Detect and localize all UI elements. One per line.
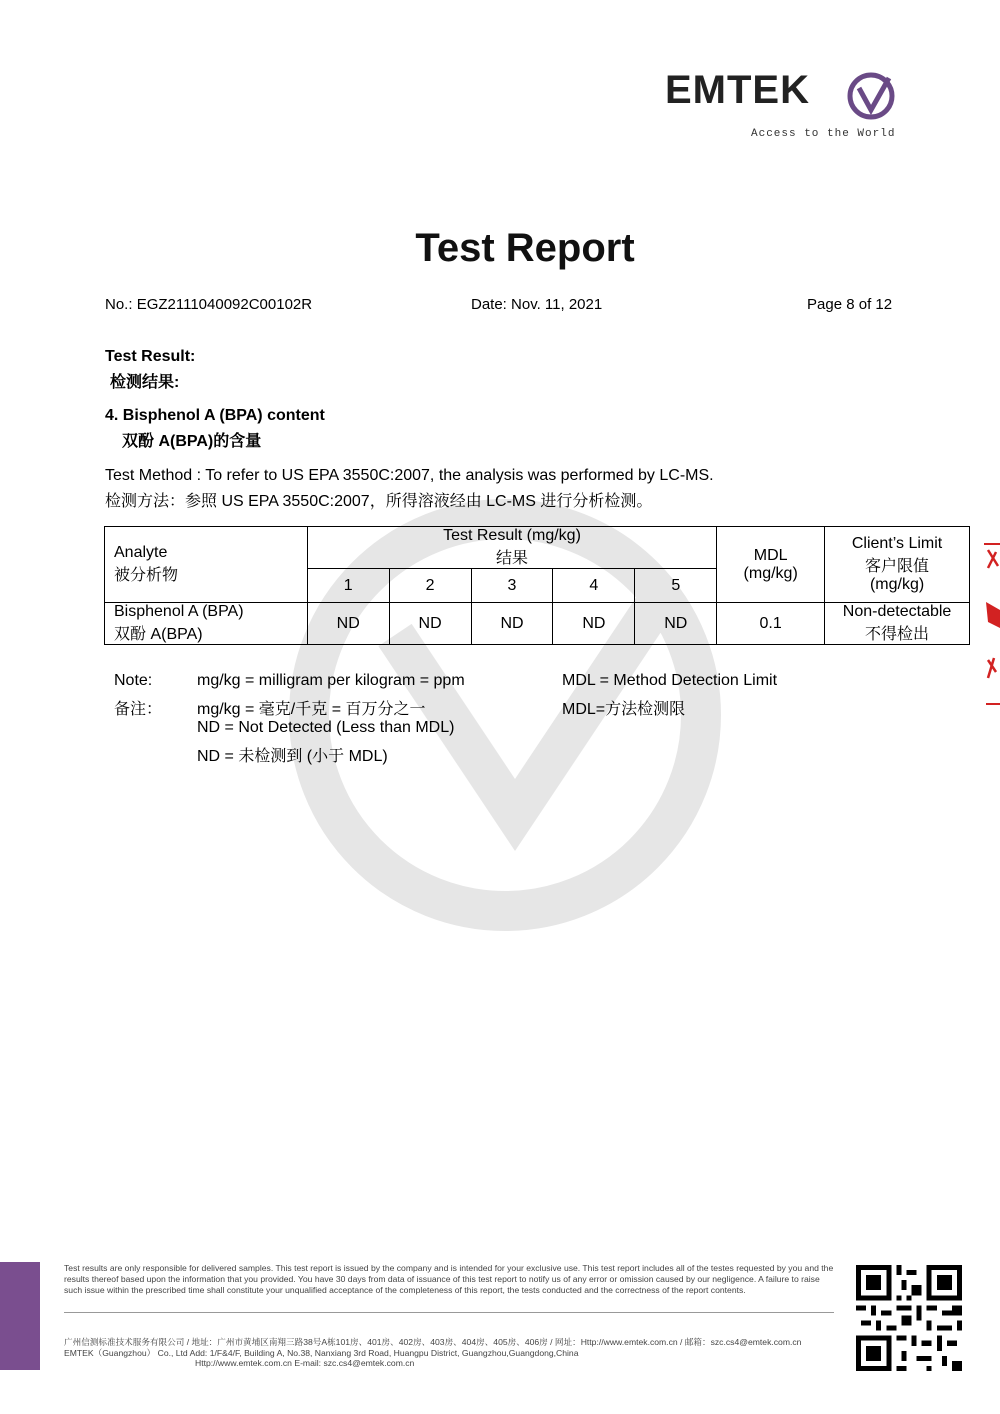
section-heading-cn: 双酚 A(BPA)的含量 <box>122 433 262 450</box>
mdl-value: 0.1 <box>717 603 825 645</box>
sample-col-3: 3 <box>471 569 553 603</box>
client-limit-header-unit: (mg/kg) <box>869 576 925 593</box>
analyte-header-cn: 被分析物 <box>114 567 179 584</box>
page-number-label: Page <box>807 296 843 313</box>
logo-tagline: Access to the World <box>751 128 896 140</box>
client-limit-value <box>825 603 970 645</box>
page-number-value: 8 of 12 <box>846 296 893 313</box>
note-line-4: ND = 未检测到 (小于 MDL) <box>197 748 388 765</box>
results-table <box>104 526 970 645</box>
mdl-header-en: MDL <box>753 546 788 564</box>
result-heading-en: Test Result: <box>105 348 196 365</box>
footer-disclaimer: Test results are only responsible for delivered samples. This test report is issued by the company and is intended for your exclusive use. This test report includes all of the testes requested by you and the results thereof based upon the information that you provided. You have 30 days from data of issuance of this test report to notify us of any error or omission caused by our negligence. A failure to raise such issue within the prescribed time shall constitute your unqualified acceptance of the completeness of this report, the tests conducted and the correctness of the report contents. <box>64 1263 834 1295</box>
sample-col-2: 2 <box>389 569 471 603</box>
sample-col-1: 1 <box>307 569 389 603</box>
note-label-en: Note: <box>114 672 153 689</box>
footer-sidebar-bar <box>0 1262 40 1370</box>
test-result-header-cn: 结果 <box>495 550 528 567</box>
mdl-header-unit: (mg/kg) <box>743 564 798 582</box>
mdl-header <box>717 527 825 603</box>
note-line-2: mg/kg = 毫克/千克 = 百万分之一 <box>197 701 426 718</box>
report-number-label: No.: <box>105 296 133 313</box>
page-title: Test Report <box>415 226 635 270</box>
logo-check-icon <box>845 70 897 122</box>
logo-name: EMTEK <box>665 68 810 112</box>
report-number <box>105 296 312 313</box>
test-method-en: Test Method : To refer to US EPA 3550C:2007, the analysis was performed by LC-MS. <box>105 467 714 484</box>
page-number <box>807 296 892 313</box>
analyte-name-cn: 双酚 A(BPA) <box>114 626 203 643</box>
test-result-header-en: Test Result (mg/kg) <box>443 527 581 544</box>
sample-col-5: 5 <box>635 569 717 603</box>
result-value-3: ND <box>471 603 553 645</box>
analyte-header <box>105 527 308 603</box>
client-limit-header-en: Client’s Limit <box>851 535 943 552</box>
result-value-2: ND <box>389 603 471 645</box>
stamp-edge-icon <box>982 540 1000 710</box>
note-line-3: ND = Not Detected (Less than MDL) <box>197 719 455 736</box>
client-limit-header <box>825 527 970 603</box>
result-value-4: ND <box>553 603 635 645</box>
analyte-header-en: Analyte <box>114 544 168 561</box>
sample-col-4: 4 <box>553 569 635 603</box>
analyte-name <box>105 603 308 645</box>
client-limit-header-cn: 客户限值 <box>865 558 930 575</box>
report-date-label: Date: <box>471 296 507 313</box>
result-value-5: ND <box>635 603 717 645</box>
test-result-header <box>307 527 716 569</box>
note-mdl-cn: MDL=方法检测限 <box>562 701 686 718</box>
result-value-1: ND <box>307 603 389 645</box>
report-date <box>471 296 602 313</box>
stamp-fragment-icon <box>982 540 1000 716</box>
emtek-logo <box>665 68 905 148</box>
report-number-value: EGZ2111040092C00102R <box>136 296 313 313</box>
footer-cn-address: 广州信测标准技术服务有限公司 / 地址：广州市黄埔区南翔三路38号A栋101房、401房、402房、403房、404房、405房、406房 / 网址：Http://www.emtek.com.cn / 邮箱：szc.cs4@emtek.com.cn <box>64 1337 802 1347</box>
result-heading-cn: 检测结果: <box>110 374 180 391</box>
footer-web: Http://www.emtek.com.cn E-mail: szc.cs4@emtek.com.cn <box>195 1358 415 1368</box>
test-method-cn: 检测方法：参照 US EPA 3550C:2007，所得溶液经由 LC-MS 进行分析检测。 <box>105 493 653 510</box>
analyte-name-en: Bisphenol A (BPA) <box>114 603 244 620</box>
note-line-1: mg/kg = milligram per kilogram = ppm <box>197 672 465 689</box>
client-limit-value-en: Non-detectable <box>842 603 952 620</box>
report-date-value: Nov. 11, 2021 <box>511 296 603 313</box>
note-mdl-en: MDL = Method Detection Limit <box>562 672 778 689</box>
client-limit-value-cn: 不得检出 <box>865 626 930 643</box>
qr-code-icon <box>856 1265 962 1371</box>
note-label-cn: 备注： <box>114 701 163 718</box>
section-heading-en: 4. Bisphenol A (BPA) content <box>105 407 325 424</box>
footer-divider <box>64 1312 834 1313</box>
table-row <box>105 603 970 645</box>
footer-en-address: EMTEK（Guangzhou） Co., Ltd Add: 1/F&4/F, Building A, No.38, Nanxiang 3rd Road, Huangpu District, Guangzhou,Guangdong,China <box>64 1348 579 1358</box>
